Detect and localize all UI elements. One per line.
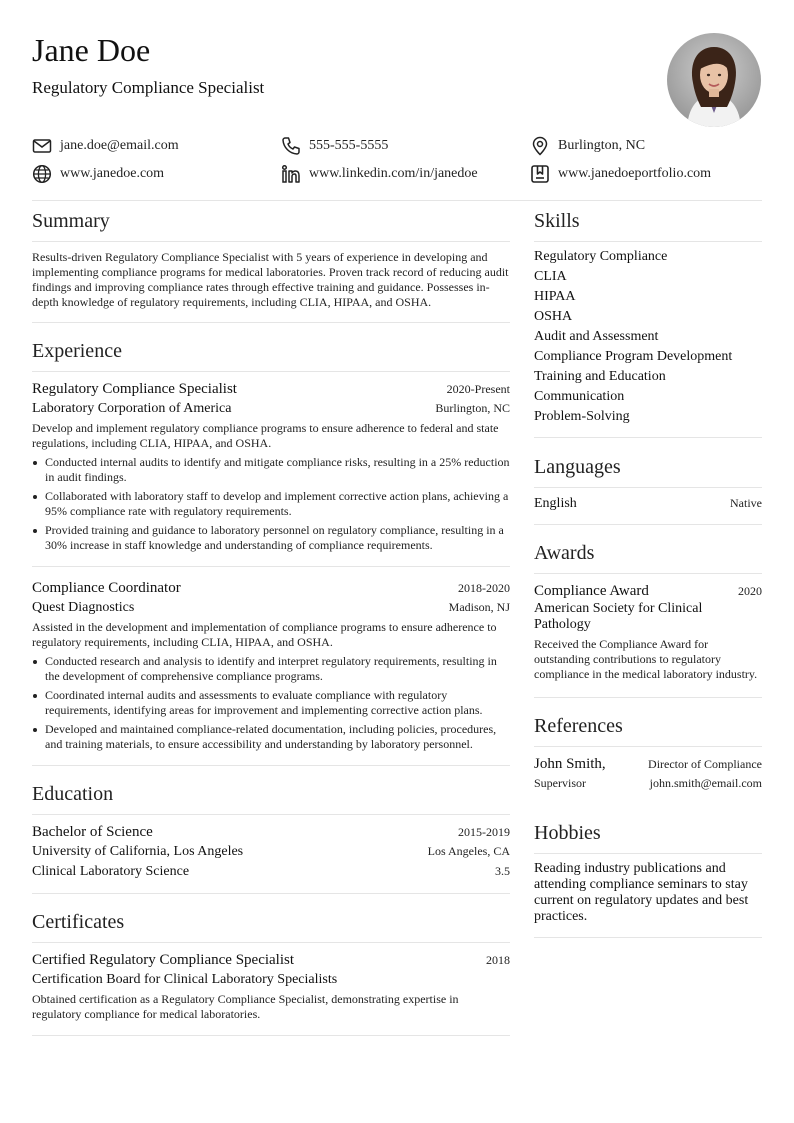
job-entry (32, 379, 510, 557)
award-date: 2020 (738, 584, 762, 598)
degree: Bachelor of Science (32, 824, 153, 840)
education-entry (32, 822, 510, 882)
awards-end-divider (534, 697, 762, 698)
job-date: 2018-2020 (458, 581, 510, 595)
skill-item: Communication (534, 389, 625, 404)
email-text[interactable]: jane.doe@email.com (60, 138, 179, 153)
experience-end-divider (32, 765, 510, 766)
references-heading: References (534, 715, 623, 737)
skill-item: OSHA (534, 309, 573, 324)
skill-item: Problem-Solving (534, 409, 630, 424)
hobbies-divider (534, 853, 762, 854)
contact-website[interactable] (32, 162, 164, 186)
job-bullet: Developed and maintained compliance-related documentation, including policies, procedures, and training materials, to ensure accessibility and understanding by laboratory personnel. (45, 722, 510, 752)
certificate-name: Certified Regulatory Compliance Specialist (32, 952, 295, 968)
experience-heading: Experience (32, 340, 122, 362)
skill-item: Compliance Program Development (534, 349, 733, 364)
school-location: Los Angeles, CA (427, 844, 510, 858)
job-company: Quest Diagnostics (32, 600, 135, 615)
job-bullet: Coordinated internal audits and assessments to evaluate compliance with regulatory requirements, identifying areas for improvement and implementing corrective action plans. (45, 688, 510, 718)
candidate-name: Jane Doe (32, 32, 151, 68)
skills-heading: Skills (534, 210, 580, 232)
job-title: Compliance Coordinator (32, 580, 181, 596)
job-bullets (32, 455, 510, 553)
phone-text[interactable]: 555-555-5555 (309, 138, 389, 153)
mail-icon (32, 136, 52, 156)
skill-item: Audit and Assessment (534, 329, 659, 344)
reference-email[interactable]: john.smith@email.com (649, 776, 762, 790)
awards-divider (534, 573, 762, 574)
award-entry (534, 581, 762, 682)
linkedin-text[interactable]: www.linkedin.com/in/janedoe (309, 166, 478, 181)
reference-entry (534, 754, 762, 791)
header-divider (32, 200, 762, 201)
linkedin-icon (281, 164, 301, 184)
gpa: 3.5 (495, 864, 510, 878)
school: University of California, Los Angeles (32, 844, 244, 859)
job-entry (32, 578, 510, 756)
job-location: Madison, NJ (448, 600, 510, 614)
field-of-study: Clinical Laboratory Science (32, 864, 190, 879)
reference-role: Director of Compliance (648, 757, 762, 771)
education-date: 2015-2019 (458, 825, 510, 839)
award-description: Received the Compliance Award for outstanding contributions to regulatory compliance in the medical laboratory industry. (534, 637, 758, 681)
reference-relation: Supervisor (534, 776, 586, 790)
reference-name: John Smith, (534, 756, 606, 772)
skill-item: Regulatory Compliance (534, 249, 668, 264)
hobbies-text: Reading industry publications and attending compliance seminars to stay current on regulatory updates and best practices. (534, 861, 749, 924)
awards-heading: Awards (534, 542, 595, 564)
certificate-entry (32, 950, 510, 1022)
job-description: Develop and implement regulatory compliance programs to ensure adherence to federal and state regulations, including CLIA, HIPAA, and OSHA. (32, 421, 499, 450)
experience-divider (32, 371, 510, 372)
education-heading: Education (32, 783, 114, 805)
job-company: Laboratory Corporation of America (32, 401, 232, 416)
languages-divider (534, 487, 762, 488)
skills-end-divider (534, 437, 762, 438)
contact-linkedin[interactable] (281, 162, 478, 186)
languages-end-divider (534, 524, 762, 525)
job-location: Burlington, NC (435, 401, 510, 415)
portfolio-icon (530, 164, 550, 184)
summary-divider (32, 241, 510, 242)
job-bullet: Conducted internal audits to identify and mitigate compliance risks, resulting in a 25% reduction in audit findings. (45, 455, 510, 484)
skill-item: CLIA (534, 269, 567, 284)
certificate-issuer: Certification Board for Clinical Laboratory Specialists (32, 972, 338, 987)
languages-heading: Languages (534, 456, 621, 478)
globe-icon (32, 164, 52, 184)
hobbies-heading: Hobbies (534, 822, 601, 844)
contact-email[interactable] (32, 134, 179, 158)
profile-photo (667, 33, 761, 127)
job-title: Regulatory Compliance Specialist (32, 381, 237, 397)
job-divider (32, 566, 510, 567)
education-divider (32, 814, 510, 815)
summary-heading: Summary (32, 210, 110, 232)
job-bullets (32, 654, 510, 752)
skills-divider (534, 241, 762, 242)
skill-item: Training and Education (534, 369, 666, 384)
job-bullet: Collaborated with laboratory staff to develop and implement corrective action plans, achieving a 95% compliance rate with regulatory requirements. (45, 489, 509, 518)
phone-icon (281, 136, 301, 156)
skill-item: HIPAA (534, 289, 576, 304)
hobbies-end-divider (534, 937, 762, 938)
certificates-heading: Certificates (32, 911, 125, 933)
language-entry (534, 494, 762, 514)
map-pin-icon (530, 136, 550, 156)
contact-phone[interactable] (281, 134, 388, 158)
job-bullet: Provided training and guidance to laboratory personnel on regulatory compliance, resulting in a 30% increase in staff knowledge and understanding of compliance requirements. (45, 523, 510, 553)
portfolio-text[interactable]: www.janedoeportfolio.com (558, 166, 712, 181)
contact-portfolio[interactable] (530, 162, 711, 186)
website-text[interactable]: www.janedoe.com (60, 166, 165, 181)
contact-location (530, 134, 645, 158)
job-date: 2020-Present (446, 382, 510, 396)
certificate-description: Obtained certification as a Regulatory Compliance Specialist, demonstrating expertise in regulatory compliance for medical laboratories. (32, 992, 459, 1021)
candidate-title: Regulatory Compliance Specialist (32, 78, 265, 97)
education-end-divider (32, 893, 510, 894)
award-issuer: American Society for Clinical Pathology (534, 601, 703, 632)
skills-list (534, 247, 762, 427)
certificates-end-divider (32, 1035, 510, 1036)
award-name: Compliance Award (534, 583, 649, 599)
language-level: Native (730, 496, 762, 510)
certificate-date: 2018 (486, 953, 510, 967)
summary-end-divider (32, 322, 510, 323)
certificates-divider (32, 942, 510, 943)
language-name: English (534, 496, 577, 511)
job-description: Assisted in the development and implementation of compliance programs to ensure adherence to regulatory requirements, including CLIA, HIPAA, and OSHA. (32, 620, 497, 649)
summary-text: Results-driven Regulatory Compliance Specialist with 5 years of experience in developing and implementing compliance programs for medical laboratories. Proven track record of reducing audit findings and improving compliance rates through effective training and guidance. Possesses in-depth knowledge of regulatory requirements, including CLIA, HIPAA, and OSHA. (32, 250, 509, 309)
job-bullet: Conducted research and analysis to identify and interpret regulatory requirements, resulting in the development of comprehensive compliance programs. (45, 654, 510, 684)
references-divider (534, 746, 762, 747)
location-text: Burlington, NC (558, 138, 646, 153)
